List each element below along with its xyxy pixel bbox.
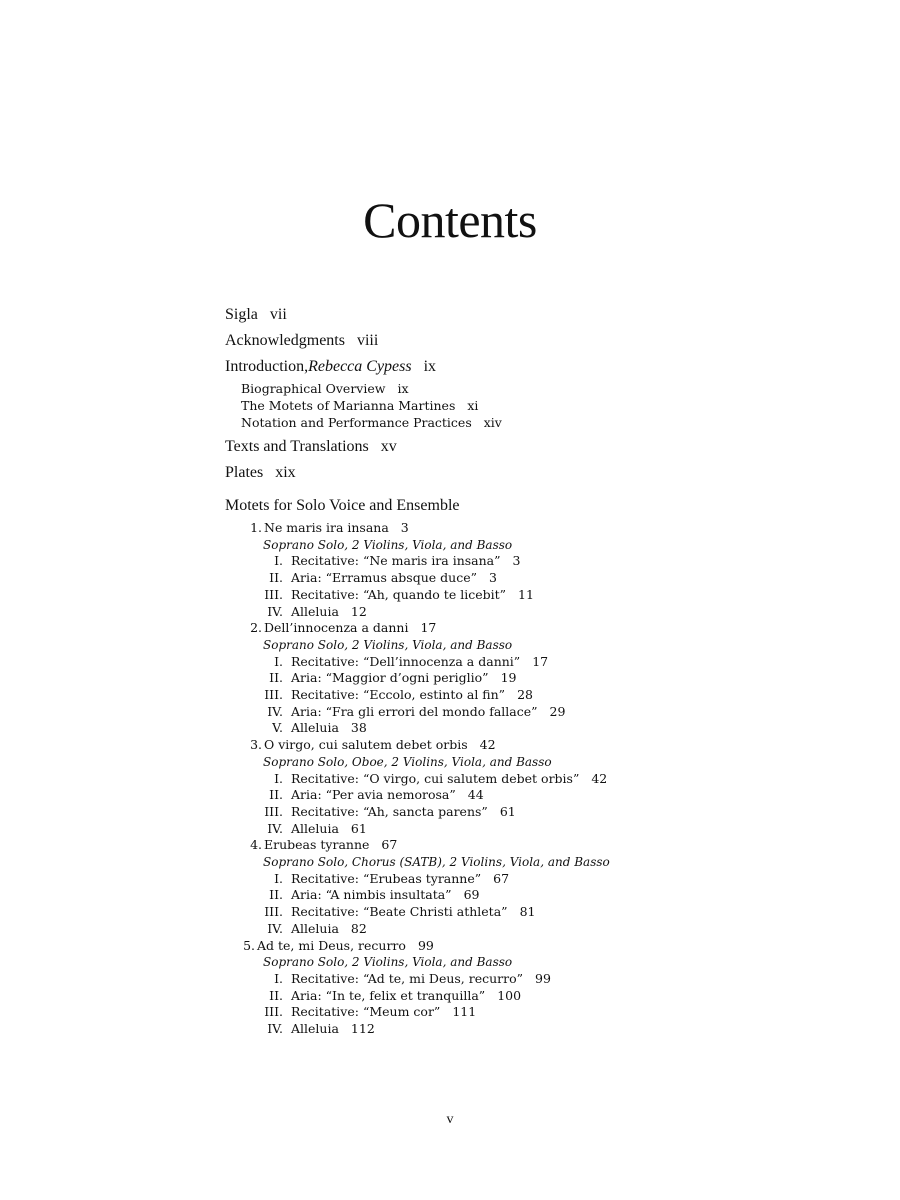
movement-number: II. — [269, 887, 283, 902]
movement-number: III. — [264, 587, 283, 602]
toc-entry-page: ix — [397, 381, 409, 396]
toc-entry-label: The Motets of Marianna Martines — [241, 398, 456, 413]
movement-page: 67 — [493, 871, 510, 886]
toc-entry[interactable] — [225, 305, 287, 325]
movement-page: 29 — [549, 704, 566, 719]
movement-label: Alleluia — [291, 1021, 339, 1036]
motet-title: Erubeas tyranne — [264, 837, 370, 852]
motet-number: 1. — [250, 520, 262, 535]
movement-entry[interactable] — [261, 871, 509, 887]
movement-number: I. — [274, 654, 283, 669]
movement-number: I. — [274, 971, 283, 986]
movement-page: 69 — [463, 887, 480, 902]
movement-label: Aria: “In te, felix et tranquilla” — [291, 988, 486, 1003]
toc-section-title: Motets for Solo Voice and Ensemble — [225, 497, 460, 514]
motet-title: O virgo, cui salutem debet orbis — [264, 737, 468, 752]
movement-label: Recitative: “Erubeas tyranne” — [291, 871, 482, 886]
movement-label: Recitative: “Dell’innocenza a danni” — [291, 654, 521, 669]
toc-entry[interactable] — [225, 463, 296, 483]
motet-page: 67 — [381, 837, 398, 852]
movement-page: 42 — [591, 771, 608, 786]
movement-entry[interactable] — [261, 587, 534, 603]
toc-entry-label: Sigla — [225, 306, 258, 323]
movement-label: Recitative: “Beate Christi athleta” — [291, 904, 508, 919]
motet-entry[interactable] — [248, 520, 409, 536]
movement-label: Aria: “Fra gli errori del mondo fallace” — [291, 704, 538, 719]
movement-label: Aria: “Maggior d’ogni periglio” — [291, 670, 489, 685]
movement-page: 3 — [488, 570, 497, 585]
toc-entry-page: xix — [275, 464, 296, 481]
movement-entry[interactable] — [261, 971, 551, 987]
movement-label: Recitative: “Ne maris ira insana” — [291, 553, 501, 568]
motet-title: Ne maris ira insana — [264, 520, 389, 535]
movement-page: 3 — [512, 553, 521, 568]
movement-number: III. — [264, 687, 283, 702]
motet-scoring: Soprano Solo, 2 Violins, Viola, and Basso — [263, 638, 513, 652]
motet-scoring: Soprano Solo, Oboe, 2 Violins, Viola, and Basso — [263, 755, 552, 769]
motet-entry[interactable] — [248, 837, 397, 853]
movement-number: II. — [269, 988, 283, 1003]
toc-entry-label: Notation and Performance Practices — [241, 415, 472, 430]
movement-page: 81 — [519, 904, 536, 919]
movement-number: III. — [264, 904, 283, 919]
movement-label: Alleluia — [291, 604, 339, 619]
movement-entry[interactable] — [261, 988, 521, 1004]
movement-number: II. — [269, 670, 283, 685]
movement-label: Recitative: “Ah, quando te licebit” — [291, 587, 507, 602]
movement-entry[interactable] — [261, 704, 565, 720]
movement-entry[interactable] — [261, 604, 367, 620]
movement-page: 11 — [518, 587, 534, 602]
motet-page: 99 — [417, 938, 434, 953]
movement-entry[interactable] — [261, 921, 367, 937]
motet-entry[interactable] — [241, 938, 434, 954]
movement-page: 19 — [500, 670, 517, 685]
movement-page: 38 — [350, 720, 367, 735]
motet-page: 3 — [400, 520, 409, 535]
toc-entry-label: Plates — [225, 464, 264, 481]
toc-entry-page: xv — [380, 438, 397, 455]
movement-number: IV. — [267, 1021, 283, 1036]
movement-label: Aria: “A nimbis insultata” — [291, 887, 452, 902]
movement-label: Recitative: “Meum cor” — [291, 1004, 441, 1019]
movement-page: 82 — [350, 921, 367, 936]
movement-label: Recitative: “Eccolo, estinto al fin” — [291, 687, 506, 702]
movement-page: 28 — [517, 687, 533, 702]
movement-entry[interactable] — [261, 804, 516, 820]
movement-page: 99 — [535, 971, 551, 986]
movement-entry[interactable] — [261, 904, 535, 920]
page-title: Contents — [363, 192, 537, 248]
motet-entry[interactable] — [248, 620, 436, 636]
movement-page: 17 — [532, 654, 549, 669]
movement-entry[interactable] — [261, 570, 497, 586]
toc-entry-label: Texts and Translations — [225, 438, 369, 455]
movement-page: 61 — [350, 821, 367, 836]
movement-number: IV. — [267, 821, 283, 836]
movement-number: V. — [272, 720, 283, 735]
motet-scoring: Soprano Solo, 2 Violins, Viola, and Basso — [263, 538, 513, 552]
motet-scoring: Soprano Solo, Chorus (SATB), 2 Violins, Viola, and Basso — [263, 855, 610, 869]
movement-label: Recitative: “Ad te, mi Deus, recurro” — [291, 971, 524, 986]
movement-number: III. — [264, 1004, 283, 1019]
movement-page: 44 — [467, 787, 484, 802]
movement-label: Recitative: “O virgo, cui salutem debet orbis” — [291, 771, 580, 786]
toc-entry-page: viii — [356, 332, 379, 349]
movement-page: 112 — [350, 1021, 375, 1036]
movement-page: 61 — [499, 804, 516, 819]
movement-label: Aria: “Per avia nemorosa” — [291, 787, 456, 802]
movement-entry[interactable] — [261, 654, 548, 670]
page-number: v — [446, 1112, 454, 1127]
toc-entry-author: Rebecca Cypess — [308, 358, 412, 375]
motet-page: 42 — [479, 737, 496, 752]
movement-entry[interactable] — [261, 1021, 375, 1037]
movement-number: II. — [269, 570, 283, 585]
movement-number: II. — [269, 787, 283, 802]
toc-entry-label: Acknowledgments — [225, 332, 345, 349]
movement-page: 100 — [497, 988, 522, 1003]
movement-entry[interactable] — [261, 821, 367, 837]
motet-title: Ad te, mi Deus, recurro — [257, 938, 406, 953]
toc-subentry[interactable] — [241, 398, 478, 414]
movement-entry[interactable] — [261, 553, 520, 569]
movement-entry[interactable] — [261, 670, 516, 686]
movement-number: I. — [274, 553, 283, 568]
movement-number: IV. — [267, 604, 283, 619]
toc-entry-label: Biographical Overview — [241, 381, 386, 396]
movement-entry[interactable] — [261, 787, 484, 803]
movement-page: 12 — [350, 604, 367, 619]
motet-number: 5. — [243, 938, 255, 953]
motet-scoring: Soprano Solo, 2 Violins, Viola, and Basso — [263, 955, 513, 969]
movement-entry[interactable] — [261, 1004, 476, 1020]
movement-entry[interactable] — [261, 887, 479, 903]
toc-entry-page: vii — [269, 306, 287, 323]
movement-entry[interactable] — [261, 720, 367, 736]
motet-number: 3. — [250, 737, 262, 752]
toc-entry-page: ix — [423, 358, 437, 375]
toc-entry[interactable] — [225, 331, 378, 351]
movement-label: Alleluia — [291, 720, 339, 735]
movement-number: III. — [264, 804, 283, 819]
toc-subentry[interactable] — [241, 381, 409, 397]
toc-entry-page: xiv — [483, 415, 502, 430]
movement-number: I. — [274, 771, 283, 786]
motet-number: 2. — [250, 620, 262, 635]
motet-page: 17 — [420, 620, 437, 635]
toc-entry[interactable] — [225, 357, 436, 377]
movement-label: Recitative: “Ah, sancta parens” — [291, 804, 488, 819]
movement-entry[interactable] — [261, 687, 533, 703]
movement-label: Alleluia — [291, 921, 339, 936]
movement-label: Alleluia — [291, 821, 339, 836]
movement-entry[interactable] — [261, 771, 607, 787]
movement-number: IV. — [267, 921, 283, 936]
toc-entry-label: Introduction, — [225, 358, 309, 375]
toc-subentry[interactable] — [241, 415, 502, 431]
motet-title: Dell’innocenza a danni — [264, 620, 409, 635]
movement-number: I. — [274, 871, 283, 886]
motet-entry[interactable] — [248, 737, 496, 753]
movement-page: 111 — [452, 1004, 477, 1019]
movement-number: IV. — [267, 704, 283, 719]
toc-entry-page: xi — [467, 398, 479, 413]
toc-entry[interactable] — [225, 437, 397, 457]
motet-number: 4. — [250, 837, 262, 852]
movement-label: Aria: “Erramus absque duce” — [291, 570, 477, 585]
